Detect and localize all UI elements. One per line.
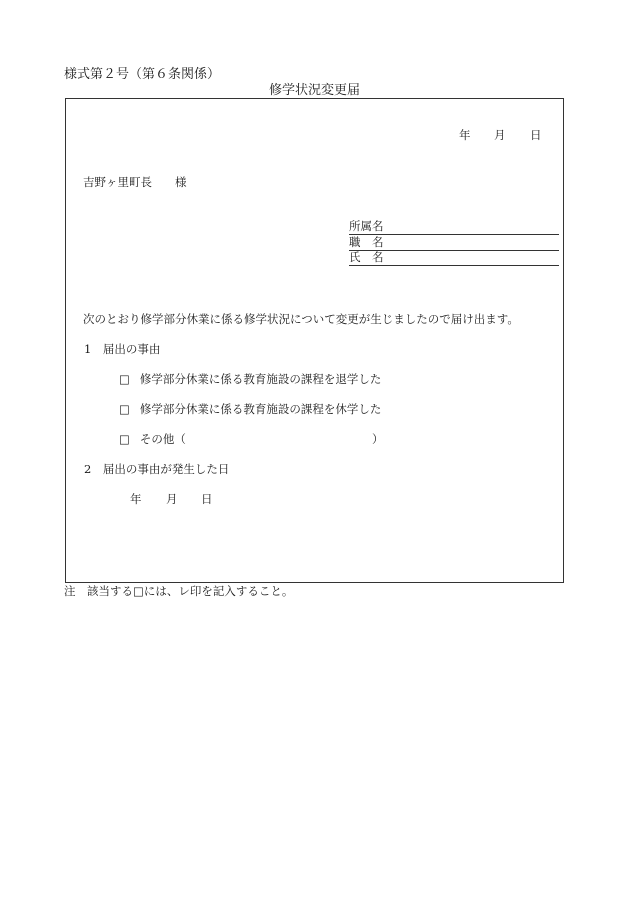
addressee: 吉野ヶ里町長 様 [83,175,187,189]
date-month-label: 月 [494,128,506,142]
option-leave-label: 修学部分休業に係る教育施設の課程を休学した [139,402,382,416]
name-label: 氏 名 [349,250,384,264]
option-withdrawn [119,374,381,386]
checkbox-leave[interactable]: □ [119,402,130,416]
document-title: 修学状況変更届 [269,83,361,98]
form-frame [65,98,564,583]
form-id-label: 様式第２号（第６条関係） [64,67,221,82]
checkbox-other[interactable]: □ [119,432,130,446]
affiliation-label: 所属名 [349,219,384,233]
occurrence-month-label: 月 [166,492,178,506]
occurrence-year-label: 年 [130,492,142,506]
option-other-label: その他（ [139,432,186,446]
occurrence-day-label: 日 [201,492,213,506]
date-year-label: 年 [459,128,471,142]
option-withdrawn-label: 修学部分休業に係る教育施設の課程を退学した [139,372,382,386]
name-underline [349,265,559,266]
section1-heading: 1 届出の事由 [84,342,161,356]
date-day-label: 日 [530,128,542,142]
footnote: 注 該当する□には、レ印を記入すること。 [64,584,294,598]
intro-text: 次のとおり修学部分休業に係る修学状況について変更が生じましたので届け出ます。 [83,312,519,326]
checkbox-withdrawn[interactable]: □ [119,372,130,386]
option-leave [119,404,381,416]
section2-heading: 2 届出の事由が発生した日 [84,462,230,476]
option-other-close: ） [372,432,384,446]
position-label: 職 名 [349,235,384,249]
option-other [119,434,186,446]
